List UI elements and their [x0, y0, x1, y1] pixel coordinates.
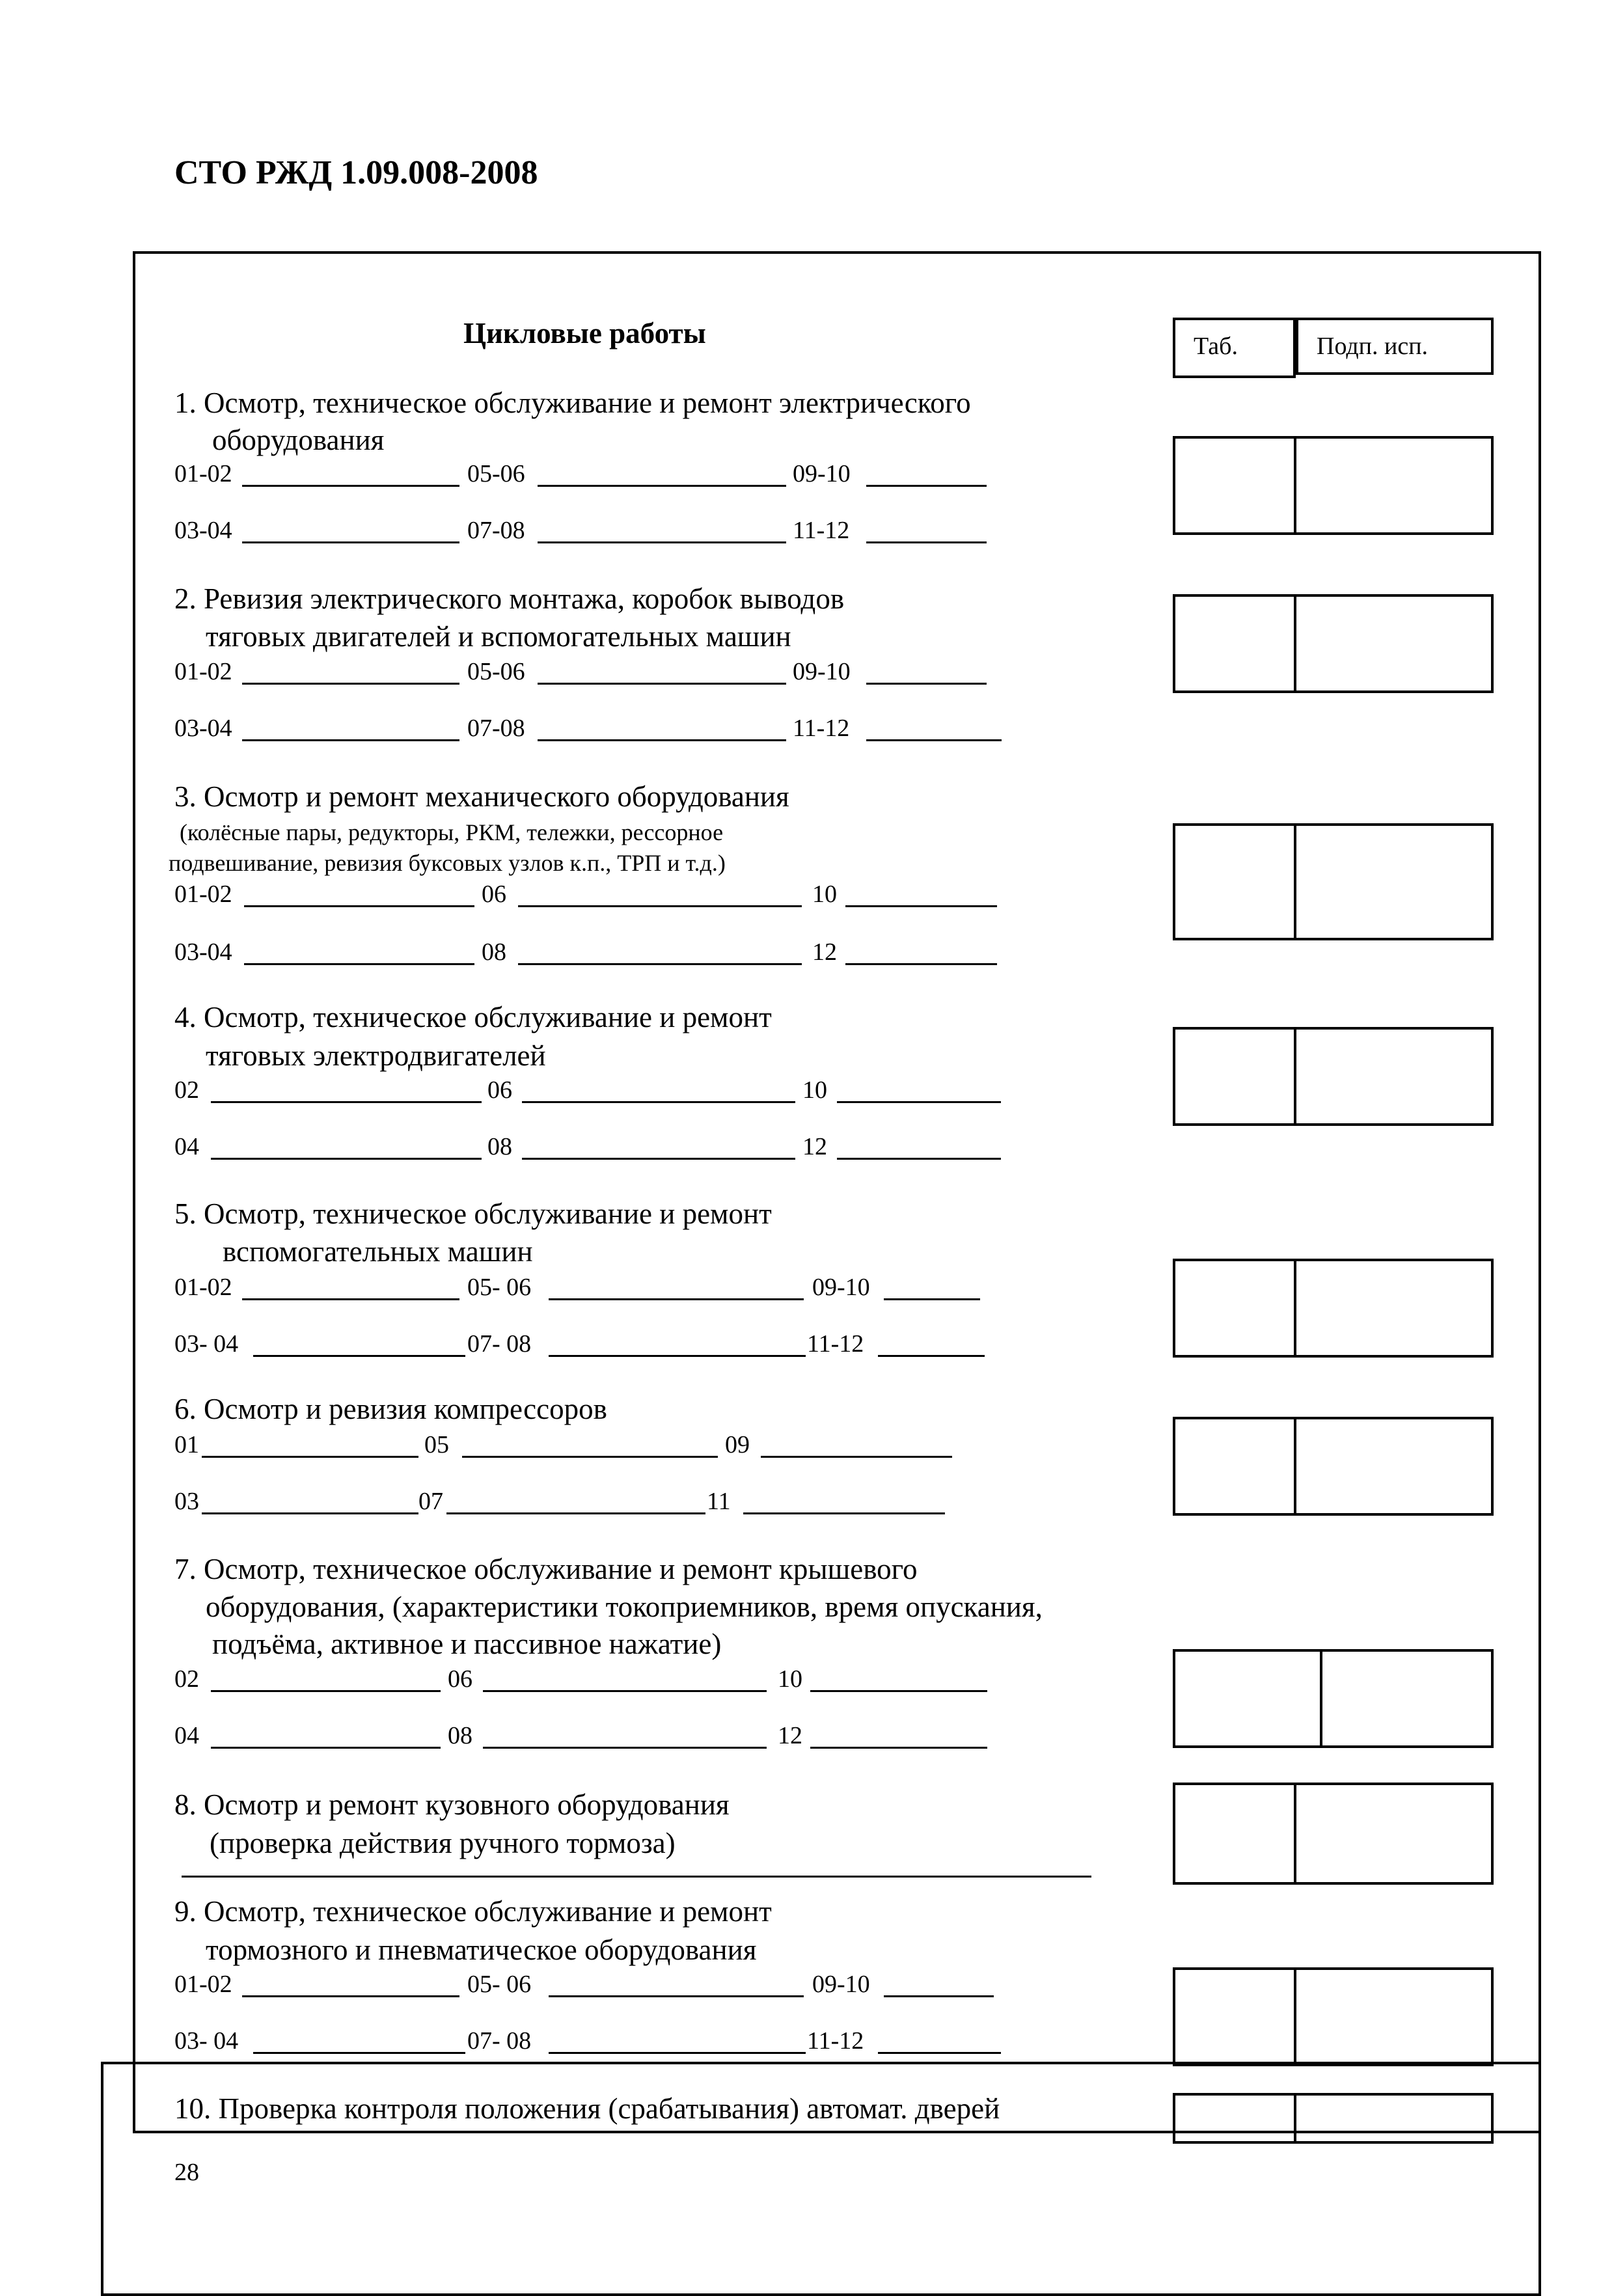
period-label: 08 — [487, 1133, 512, 1160]
period-label: 04 — [174, 1133, 199, 1160]
period-label: 09-10 — [812, 1971, 870, 1998]
period-label: 12 — [802, 1133, 827, 1160]
tab-header-label: Таб. — [1194, 333, 1238, 360]
fill-line[interactable] — [743, 1512, 945, 1514]
fill-line[interactable] — [522, 1101, 795, 1103]
period-label: 11-12 — [807, 1330, 864, 1358]
fill-line[interactable] — [810, 1747, 987, 1749]
fill-line[interactable] — [837, 1101, 1001, 1103]
sign-box-9[interactable] — [1173, 1967, 1494, 2066]
item-6-heading: 6. Осмотр и ревизия компрессоров — [174, 1393, 607, 1425]
period-label: 10 — [778, 1665, 802, 1693]
period-label: 06 — [482, 881, 506, 908]
period-label: 01-02 — [174, 1971, 232, 1998]
item-4-heading: 4. Осмотр, техническое обслуживание и ремонт — [174, 1001, 772, 1033]
fill-line[interactable] — [538, 683, 786, 685]
item-3-heading: 3. Осмотр и ремонт механического оборудования — [174, 780, 789, 813]
period-label: 02 — [174, 1665, 199, 1693]
period-label: 02 — [174, 1076, 199, 1104]
fill-line[interactable] — [211, 1747, 441, 1749]
sign-header-cell — [1296, 318, 1494, 375]
period-label: 09-10 — [793, 460, 851, 487]
fill-line[interactable] — [522, 1158, 795, 1160]
fill-line[interactable] — [878, 2052, 1001, 2054]
period-label: 05-06 — [467, 460, 525, 487]
item-7-heading-cont-2: подъёма, активное и пассивное нажатие) — [212, 1628, 722, 1660]
fill-line[interactable] — [761, 1456, 952, 1458]
period-label: 10 — [812, 881, 837, 908]
fill-line[interactable] — [884, 1995, 994, 1997]
period-label: 04 — [174, 1722, 199, 1749]
item-3-note-1: (колёсные пары, редукторы, РКМ, тележки, рессорное — [180, 819, 724, 845]
period-label: 06 — [487, 1076, 512, 1104]
fill-line[interactable] — [518, 963, 802, 965]
period-label: 05 — [424, 1431, 449, 1458]
period-label: 01-02 — [174, 881, 232, 908]
fill-line[interactable] — [242, 485, 459, 487]
item-2-heading-cont: тяговых двигателей и вспомогательных машин — [206, 620, 791, 653]
item-7-heading-cont: оборудования, (характеристики токоприемников, время опускания, — [206, 1591, 1043, 1623]
fill-line[interactable] — [211, 1101, 482, 1103]
fill-line[interactable] — [549, 1995, 804, 1997]
fill-line[interactable] — [518, 905, 802, 907]
section-title: Цикловые работы — [463, 317, 706, 349]
sign-box-6[interactable] — [1173, 1417, 1494, 1516]
item-7-heading: 7. Осмотр, техническое обслуживание и ремонт крышевого — [174, 1553, 918, 1585]
item-5-heading-cont: вспомогательных машин — [223, 1235, 533, 1268]
period-label: 09-10 — [812, 1274, 870, 1301]
fill-line[interactable] — [244, 905, 474, 907]
fill-line[interactable] — [810, 1690, 987, 1692]
period-label: 01-02 — [174, 1274, 232, 1301]
fill-line[interactable] — [211, 1690, 441, 1692]
fill-line[interactable] — [866, 683, 987, 685]
fill-line[interactable] — [483, 1747, 767, 1749]
period-label: 03- 04 — [174, 1330, 239, 1358]
period-label: 11 — [707, 1488, 731, 1515]
fill-line[interactable] — [866, 541, 987, 543]
period-label: 05- 06 — [467, 1971, 532, 1998]
fill-line[interactable] — [884, 1298, 980, 1300]
period-label: 01-02 — [174, 658, 232, 685]
sign-box-5[interactable] — [1173, 1259, 1494, 1358]
fill-line[interactable] — [538, 485, 786, 487]
period-label: 12 — [778, 1722, 802, 1749]
period-label: 11-12 — [793, 715, 850, 742]
fill-line[interactable] — [845, 963, 997, 965]
item-5-heading: 5. Осмотр, техническое обслуживание и ремонт — [174, 1197, 772, 1230]
item-9-heading: 9. Осмотр, техническое обслуживание и ремонт — [174, 1895, 772, 1928]
period-label: 03- 04 — [174, 2027, 239, 2055]
sign-box-4[interactable] — [1173, 1027, 1494, 1126]
period-label: 05- 06 — [467, 1274, 532, 1301]
sign-box-2[interactable] — [1173, 594, 1494, 693]
period-label: 07- 08 — [467, 2027, 532, 2055]
period-label: 09 — [725, 1431, 750, 1458]
fill-line[interactable] — [242, 683, 459, 685]
fill-line[interactable] — [202, 1456, 418, 1458]
period-label: 07 — [418, 1488, 443, 1515]
period-label: 09-10 — [793, 658, 851, 685]
sign-box-1[interactable] — [1173, 436, 1494, 535]
item-1-heading-cont: оборудования — [212, 424, 385, 456]
fill-line[interactable] — [253, 1355, 465, 1357]
fill-line[interactable] — [538, 541, 786, 543]
period-label: 08 — [448, 1722, 472, 1749]
period-label: 08 — [482, 938, 506, 966]
tab-header-cell — [1173, 318, 1296, 378]
period-label: 11-12 — [793, 517, 850, 544]
document-header: СТО РЖД 1.09.008-2008 — [174, 154, 538, 191]
item-3-note-2: подвешивание, ревизия буксовых узлов к.п., ТРП и т.д.) — [169, 850, 726, 876]
fill-line[interactable] — [242, 739, 459, 741]
fill-line[interactable] — [211, 1158, 482, 1160]
sign-box-3[interactable] — [1173, 823, 1494, 940]
item-1-heading: 1. Осмотр, техническое обслуживание и ремонт электрического — [174, 387, 971, 419]
period-label: 07-08 — [467, 517, 525, 544]
sign-box-8[interactable] — [1173, 1783, 1494, 1885]
fill-line[interactable] — [242, 541, 459, 543]
fill-line[interactable] — [446, 1512, 705, 1514]
period-label: 10 — [802, 1076, 827, 1104]
fill-line[interactable] — [866, 485, 987, 487]
page-number: 28 — [174, 2159, 199, 2186]
sign-box-10[interactable] — [1173, 2093, 1494, 2144]
item-2-heading: 2. Ревизия электрического монтажа, коробок выводов — [174, 582, 845, 615]
fill-line[interactable] — [538, 739, 786, 741]
period-label: 03-04 — [174, 517, 232, 544]
period-label: 06 — [448, 1665, 472, 1693]
period-label: 03 — [174, 1488, 199, 1515]
period-label: 01 — [174, 1431, 199, 1458]
item-4-heading-cont: тяговых электродвигателей — [206, 1039, 546, 1072]
item-8-heading: 8. Осмотр и ремонт кузовного оборудования — [174, 1788, 730, 1821]
fill-line[interactable] — [244, 963, 474, 965]
fill-line[interactable] — [878, 1355, 985, 1357]
sign-header-label: Подп. исп. — [1317, 333, 1429, 360]
fill-line[interactable] — [253, 2052, 465, 2054]
period-label: 03-04 — [174, 715, 232, 742]
fill-line[interactable] — [549, 1355, 806, 1357]
fill-line[interactable] — [242, 1298, 459, 1300]
period-label: 03-04 — [174, 938, 232, 966]
period-label: 01-02 — [174, 460, 232, 487]
item-9-heading-cont: тормозного и пневматическое оборудования — [206, 1934, 757, 1966]
fill-line[interactable] — [845, 905, 997, 907]
fill-line[interactable] — [462, 1456, 718, 1458]
period-label: 05-06 — [467, 658, 525, 685]
fill-line[interactable] — [866, 739, 1002, 741]
fill-line[interactable] — [242, 1995, 459, 1997]
fill-line[interactable] — [202, 1512, 418, 1514]
fill-line[interactable] — [182, 1876, 1091, 1878]
period-label: 11-12 — [807, 2027, 864, 2055]
fill-line[interactable] — [549, 2052, 806, 2054]
fill-line[interactable] — [837, 1158, 1001, 1160]
period-label: 12 — [812, 938, 837, 966]
sign-box-7[interactable] — [1173, 1649, 1494, 1748]
item-10-heading: 10. Проверка контроля положения (срабатывания) автомат. дверей — [174, 2092, 1000, 2125]
item-8-heading-cont: (проверка действия ручного тормоза) — [210, 1827, 676, 1859]
period-label: 07- 08 — [467, 1330, 532, 1358]
fill-line[interactable] — [483, 1690, 767, 1692]
fill-line[interactable] — [549, 1298, 804, 1300]
period-label: 07-08 — [467, 715, 525, 742]
